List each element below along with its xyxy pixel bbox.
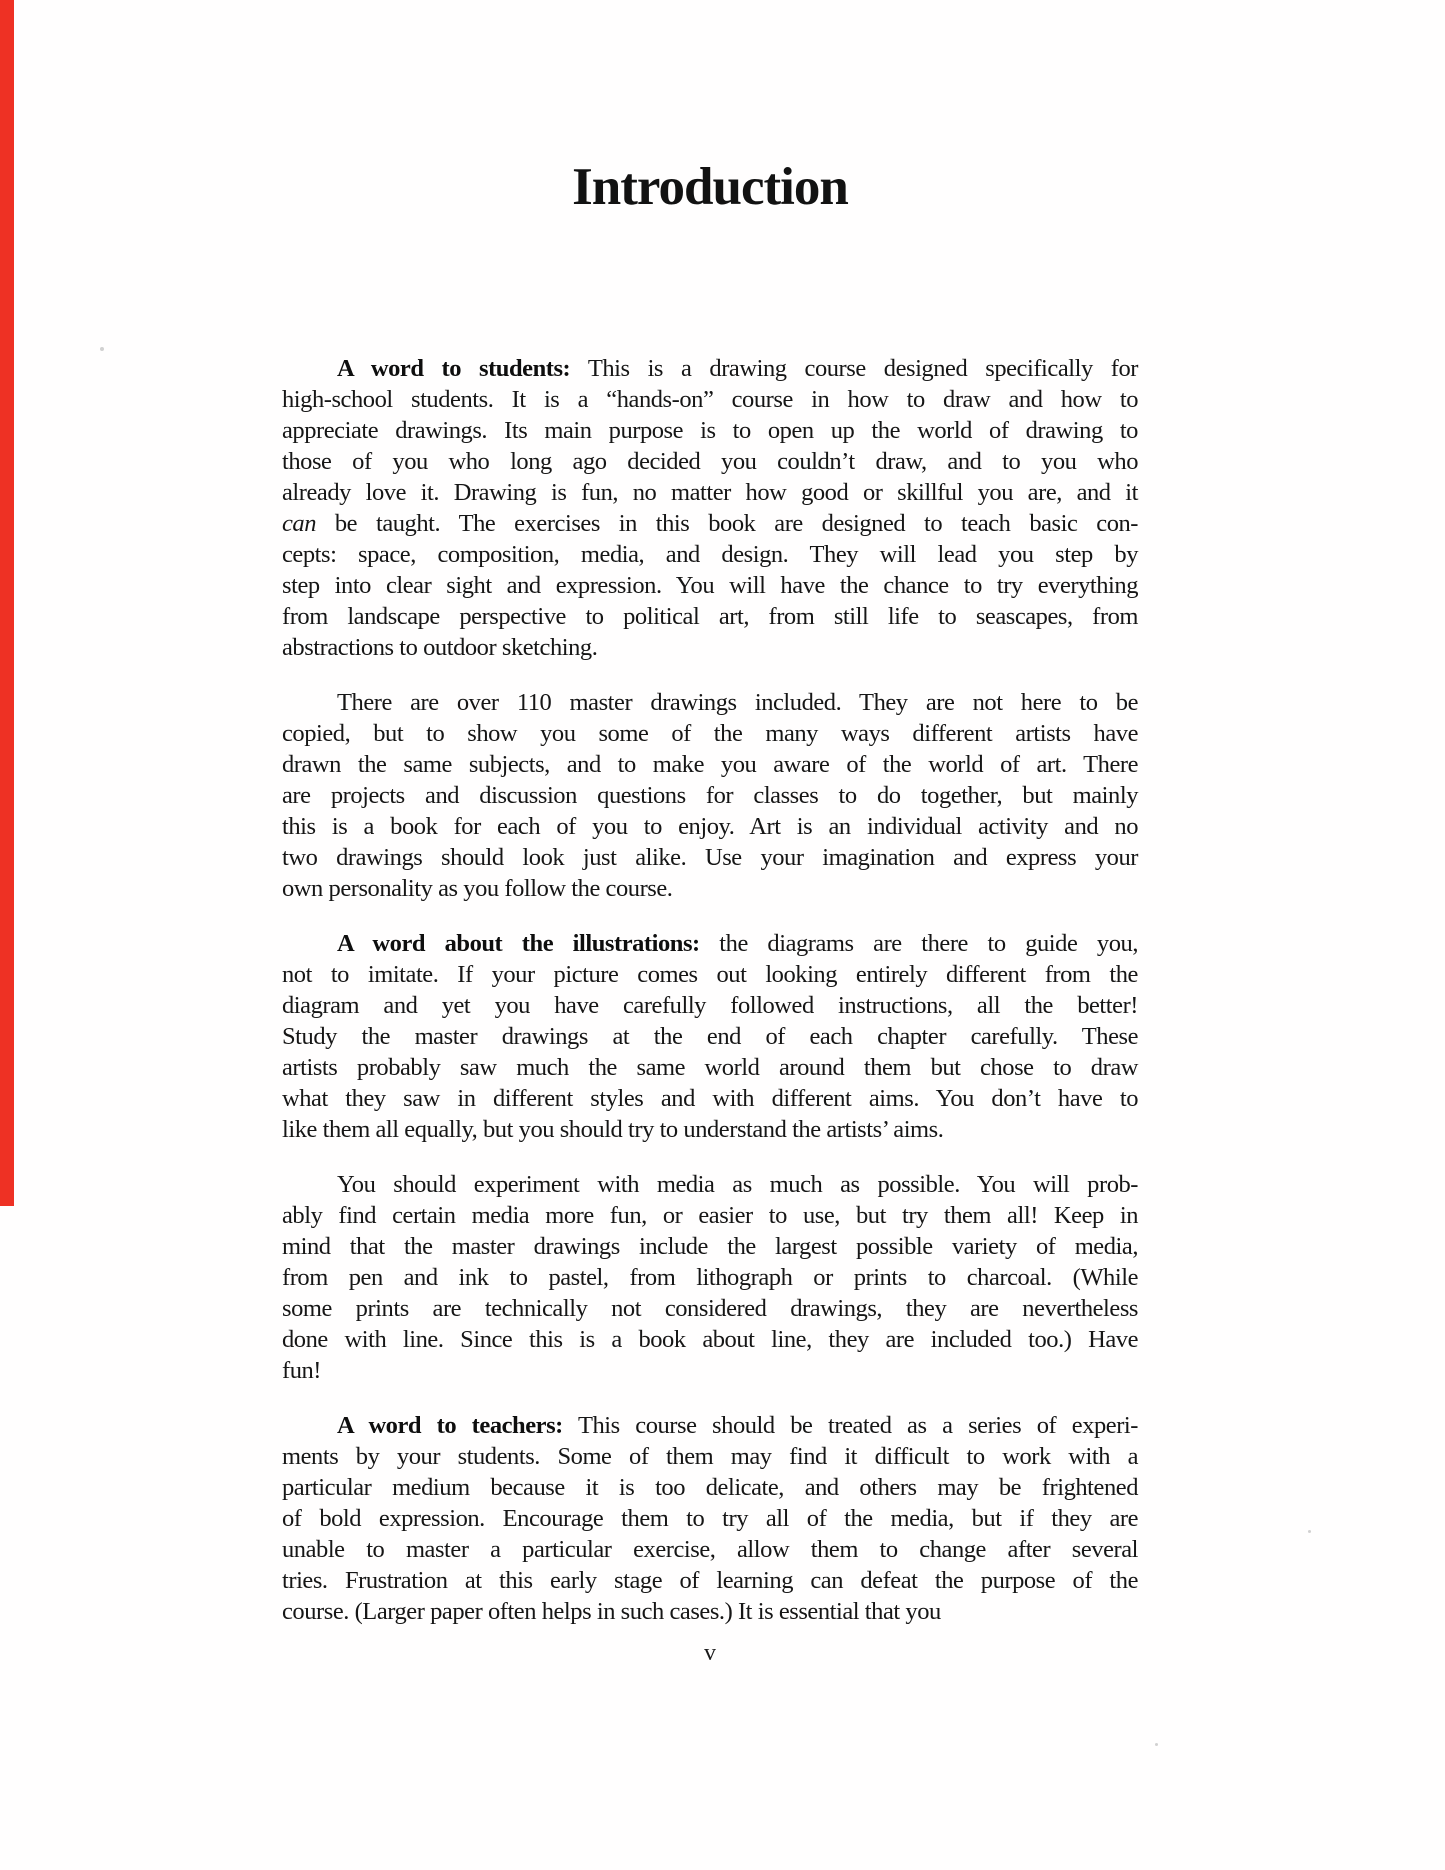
- text-line: [282, 1021, 1138, 1052]
- text-line: [282, 1503, 1138, 1534]
- line-text: fun!: [282, 1357, 322, 1384]
- line-text: high-school students. It is a “hands-on” course in how to draw and how to: [282, 386, 1138, 413]
- text-line: [282, 1355, 1138, 1386]
- line-text: There are over 110 master drawings included. They are not here to be: [337, 689, 1138, 716]
- text-line: [282, 1200, 1138, 1231]
- paragraph-lead: A word to teachers:: [337, 1412, 563, 1439]
- text-line: [282, 1441, 1138, 1472]
- line-text: particular medium because it is too delicate, and others may be frightened: [282, 1474, 1138, 1501]
- line-text: be taught. The exercises in this book are designed to teach basic con-: [316, 510, 1138, 537]
- line-text: This course should be treated as a series of experi-: [562, 1412, 1138, 1439]
- line-text: not to imitate. If your picture comes out looking entirely different from the: [282, 961, 1138, 988]
- line-text: diagram and yet you have carefully followed instructions, all the better!: [282, 992, 1138, 1019]
- line-text: step into clear sight and expression. You will have the chance to try everything: [282, 572, 1138, 599]
- line-text: done with line. Since this is a book about line, they are included too.) Have: [282, 1326, 1138, 1353]
- line-text: some prints are technically not considered drawings, they are nevertheless: [282, 1295, 1138, 1322]
- text-block: [282, 353, 1138, 1627]
- paragraph: [282, 1169, 1138, 1386]
- text-line: [282, 1534, 1138, 1565]
- line-text: copied, but to show you some of the many ways different artists have: [282, 720, 1138, 747]
- line-text: You should experiment with media as much as possible. You will prob-: [337, 1171, 1138, 1198]
- text-line: [282, 780, 1138, 811]
- text-line: [282, 928, 1138, 959]
- text-line: [282, 1262, 1138, 1293]
- scan-speck: [100, 347, 104, 351]
- text-line: [282, 539, 1138, 570]
- line-text: This is a drawing course designed specifically for: [570, 355, 1138, 382]
- line-text: this is a book for each of you to enjoy. Art is an individual activity and no: [282, 813, 1138, 840]
- paragraph: [282, 1410, 1138, 1627]
- text-line: [282, 811, 1138, 842]
- paragraph-lead: A word about the illustrations:: [337, 930, 700, 957]
- italic-word: can: [282, 510, 317, 537]
- text-line: [282, 353, 1138, 384]
- line-text: ments by your students. Some of them may find it difficult to work with a: [282, 1443, 1138, 1470]
- line-text: from pen and ink to pastel, from lithograph or prints to charcoal. (While: [282, 1264, 1138, 1291]
- text-line: [282, 1231, 1138, 1262]
- text-line: [282, 1052, 1138, 1083]
- text-line: [282, 508, 1138, 539]
- text-line: [282, 687, 1138, 718]
- text-line: [282, 1565, 1138, 1596]
- text-line: [282, 415, 1138, 446]
- text-line: [282, 749, 1138, 780]
- paragraph-lead: A word to students:: [337, 355, 571, 382]
- text-line: [282, 1596, 1138, 1627]
- line-text: appreciate drawings. Its main purpose is to open up the world of drawing to: [282, 417, 1138, 444]
- line-text: cepts: space, composition, media, and design. They will lead you step by: [282, 541, 1138, 568]
- text-line: [282, 446, 1138, 477]
- line-text: unable to master a particular exercise, allow them to change after several: [282, 1536, 1138, 1563]
- text-line: [282, 1472, 1138, 1503]
- page-title: Introduction: [572, 158, 848, 216]
- text-line: [282, 873, 1138, 904]
- line-text: what they saw in different styles and with different aims. You don’t have to: [282, 1085, 1138, 1112]
- text-line: [282, 632, 1138, 663]
- text-line: [282, 1293, 1138, 1324]
- line-text: of bold expression. Encourage them to try all of the media, but if they are: [282, 1505, 1138, 1532]
- text-line: [282, 477, 1138, 508]
- text-line: [282, 718, 1138, 749]
- line-text: course. (Larger paper often helps in such cases.) It is essential that you: [282, 1598, 941, 1625]
- line-text: abstractions to outdoor sketching.: [282, 634, 598, 661]
- scan-speck: [1308, 1530, 1311, 1533]
- text-line: [282, 1324, 1138, 1355]
- page-number: v: [704, 1640, 716, 1666]
- line-text: artists probably saw much the same world around them but chose to draw: [282, 1054, 1138, 1081]
- line-text: are projects and discussion questions for classes to do together, but mainly: [282, 782, 1138, 809]
- paragraph: [282, 687, 1138, 904]
- line-text: drawn the same subjects, and to make you aware of the world of art. There: [282, 751, 1138, 778]
- line-text: from landscape perspective to political art, from still life to seascapes, from: [282, 603, 1138, 630]
- line-text: tries. Frustration at this early stage of learning can defeat the purpose of the: [282, 1567, 1138, 1594]
- line-text: own personality as you follow the course.: [282, 875, 673, 902]
- line-text: two drawings should look just alike. Use your imagination and express your: [282, 844, 1138, 871]
- text-line: [282, 1114, 1138, 1145]
- text-line: [282, 842, 1138, 873]
- text-line: [282, 384, 1138, 415]
- line-text: already love it. Drawing is fun, no matter how good or skillful you are, and it: [282, 479, 1138, 506]
- text-line: [282, 601, 1138, 632]
- line-text: mind that the master drawings include the largest possible variety of media,: [282, 1233, 1138, 1260]
- text-line: [282, 1169, 1138, 1200]
- line-text: those of you who long ago decided you couldn’t draw, and to you who: [282, 448, 1138, 475]
- text-line: [282, 1083, 1138, 1114]
- paragraph: [282, 928, 1138, 1145]
- scan-edge-artifact: [0, 0, 14, 1206]
- line-text: Study the master drawings at the end of each chapter carefully. These: [282, 1023, 1138, 1050]
- text-line: [282, 570, 1138, 601]
- paragraph: [282, 353, 1138, 663]
- line-text: like them all equally, but you should try to understand the artists’ aims.: [282, 1116, 944, 1143]
- text-line: [282, 1410, 1138, 1441]
- line-text: the diagrams are there to guide you,: [699, 930, 1138, 957]
- text-line: [282, 990, 1138, 1021]
- scan-speck: [1155, 1743, 1158, 1746]
- line-text: ably find certain media more fun, or easier to use, but try them all! Keep in: [282, 1202, 1138, 1229]
- text-line: [282, 959, 1138, 990]
